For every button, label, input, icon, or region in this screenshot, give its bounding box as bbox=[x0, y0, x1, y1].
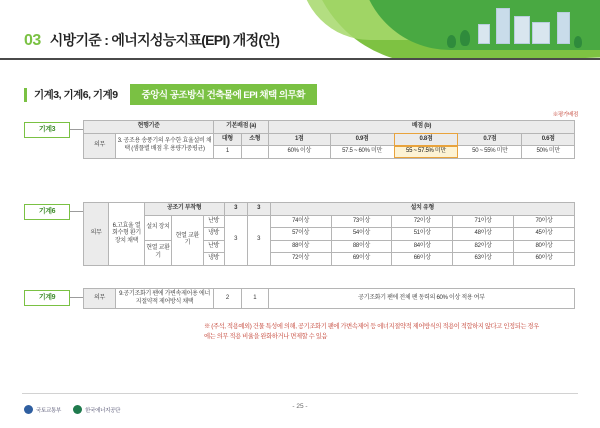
kea-logo-icon bbox=[73, 405, 82, 414]
value-base-a: 3 bbox=[224, 215, 247, 265]
logo-kea-label: 한국에너지공단 bbox=[85, 407, 121, 414]
building-icon bbox=[532, 22, 550, 44]
table-gigye9 bbox=[83, 288, 575, 309]
eff-r3c5: 80이상 bbox=[514, 240, 575, 253]
footer-logos bbox=[24, 405, 120, 414]
table-row bbox=[84, 240, 575, 253]
subcol-08point: 0.8점 bbox=[394, 133, 458, 146]
subcol-sensible-heat: 현열 교환기 bbox=[172, 215, 203, 265]
table-gigye6 bbox=[83, 202, 575, 266]
subcol-07point: 0.7점 bbox=[458, 133, 522, 146]
col-score: 배점 (b) bbox=[268, 121, 574, 134]
eff-r2c4: 48이상 bbox=[453, 228, 514, 241]
subcol-1point: 1점 bbox=[268, 133, 330, 146]
eff-r3c2: 88이상 bbox=[331, 240, 392, 253]
section-title: 시방기준 : 에너지성능지표(EPI) 개정(안) bbox=[49, 32, 280, 48]
tag-gigye9: 기계9 bbox=[24, 290, 70, 306]
subtitle-badge: 중앙식 공조방식 건축물에 EPI 채택 의무화 bbox=[130, 84, 317, 105]
eff-r4c3: 66이상 bbox=[392, 253, 453, 266]
subcol-install-device: 설치 장치 bbox=[144, 215, 171, 240]
connector-line bbox=[70, 297, 83, 298]
table-header-row bbox=[84, 121, 575, 134]
page-number: - 25 - bbox=[292, 403, 308, 410]
eff-r3c3: 84이상 bbox=[392, 240, 453, 253]
value-08point: 55 ~ 57.5% 미만 bbox=[394, 146, 458, 159]
col-base-score: 기본배점 (a) bbox=[214, 121, 269, 134]
eff-r4c5: 60이상 bbox=[514, 253, 575, 266]
building-icon bbox=[496, 8, 510, 44]
subcol-sohyung: 소형 bbox=[241, 133, 268, 146]
building-icon bbox=[478, 24, 490, 44]
value-09point: 57.5 ~ 60% 미만 bbox=[330, 146, 394, 159]
subtitle-label: 기계3, 기계6, 기계9 bbox=[24, 88, 118, 102]
eff-r2c3: 51이상 bbox=[392, 228, 453, 241]
value-base-b: 3 bbox=[247, 215, 270, 265]
value-base-b-gigye9: 1 bbox=[241, 289, 268, 309]
col-current-standard: 현행기준 bbox=[84, 121, 214, 134]
table-subheader-row bbox=[84, 133, 575, 146]
value-06point: 50% 미만 bbox=[522, 146, 575, 159]
badge-cell-gigye3: 의무 bbox=[84, 133, 116, 158]
row-label-gigye3: 3. 공조용 송풍기의 우수한 효율설비 채택 (샘플별 배점 후 용량가중평균) bbox=[115, 133, 213, 158]
eff-r1c3: 72이상 bbox=[392, 215, 453, 228]
subcol-exchanger: 현열 교환기 bbox=[144, 240, 171, 265]
table-row bbox=[84, 215, 575, 228]
building-icon bbox=[514, 16, 530, 44]
type-heating-2: 난방 bbox=[203, 240, 224, 253]
block-gigye3 bbox=[24, 120, 575, 159]
eff-r3c4: 82이상 bbox=[453, 240, 514, 253]
type-cooling-2: 냉방 bbox=[203, 253, 224, 266]
section-number: 03 bbox=[24, 32, 41, 49]
eff-r1c5: 70이상 bbox=[514, 215, 575, 228]
note-gigye9: ※ (주석, 적용예외) 건물 특성에 의해, 공기조화기 팬에 가변속제어 등 에너지절약적 제어방식의 적용이 적합하지 않다고 인정되는 경우에는 의무 적용 비율을 완화하거나 면제할 수 있음 bbox=[204, 323, 539, 341]
eff-r2c5: 45이상 bbox=[514, 228, 575, 241]
molit-logo-icon bbox=[24, 405, 33, 414]
value-daehyung: 1 bbox=[214, 146, 241, 159]
tree-icon bbox=[447, 35, 456, 48]
footer-divider bbox=[22, 393, 578, 394]
subcol-09point: 0.9점 bbox=[330, 133, 394, 146]
page-title bbox=[24, 30, 279, 50]
col-install-type: 설치 유형 bbox=[270, 203, 574, 216]
tree-icon bbox=[460, 30, 470, 46]
eff-r1c4: 71이상 bbox=[453, 215, 514, 228]
value-07point: 50 ~ 55% 미만 bbox=[458, 146, 522, 159]
building-icon bbox=[557, 12, 570, 44]
col-base-a: 3 bbox=[224, 203, 247, 216]
eff-r1c1: 74이상 bbox=[270, 215, 331, 228]
tag-gigye6: 기계6 bbox=[24, 204, 70, 220]
badge-cell-gigye6: 의무 bbox=[84, 203, 109, 266]
eff-r4c2: 69이상 bbox=[331, 253, 392, 266]
connector-line bbox=[70, 211, 83, 212]
logo-kea bbox=[73, 405, 120, 414]
row-label-gigye9: 9.공기조화기 팬에 가변속제어용 에너지절약적 제어방식 채택 bbox=[115, 289, 213, 309]
connector-line bbox=[70, 129, 83, 130]
tag-gigye3: 기계3 bbox=[24, 122, 70, 138]
type-heating-1: 난방 bbox=[203, 215, 224, 228]
eff-r4c1: 72이상 bbox=[270, 253, 331, 266]
block-gigye6 bbox=[24, 202, 575, 266]
col-base-b: 3 bbox=[247, 203, 270, 216]
eff-r4c4: 63이상 bbox=[453, 253, 514, 266]
criteria-gigye9: 공기조화기 팬에 전체 팬 동력의 60% 이상 적용 여부 bbox=[268, 289, 574, 309]
eff-r1c2: 73이상 bbox=[331, 215, 392, 228]
value-1point: 60% 이상 bbox=[268, 146, 330, 159]
eff-r2c2: 54이상 bbox=[331, 228, 392, 241]
col-attached-type: 공조기 부착형 bbox=[144, 203, 224, 216]
value-base-a-gigye9: 2 bbox=[214, 289, 241, 309]
unit-note: ※평가배점 bbox=[552, 112, 578, 118]
table-row bbox=[84, 289, 575, 309]
block-gigye9 bbox=[24, 288, 575, 309]
subcol-daehyung: 대형 bbox=[214, 133, 241, 146]
eff-r2c1: 57이상 bbox=[270, 228, 331, 241]
logo-molit bbox=[24, 405, 61, 414]
row-label-gigye6: 6.고효율 열회수형 환기장치 채택 bbox=[109, 203, 145, 266]
value-sohyung bbox=[241, 146, 268, 159]
table-gigye3 bbox=[83, 120, 575, 159]
header-divider bbox=[0, 58, 600, 60]
logo-molit-label: 국토교통부 bbox=[36, 407, 62, 414]
subtitle-row bbox=[24, 84, 317, 105]
type-cooling-1: 냉방 bbox=[203, 228, 224, 241]
subcol-06point: 0.6점 bbox=[522, 133, 575, 146]
eff-r3c1: 88이상 bbox=[270, 240, 331, 253]
badge-cell-gigye9: 의무 bbox=[84, 289, 116, 309]
tree-icon bbox=[574, 36, 582, 48]
table-header-row bbox=[84, 203, 575, 216]
